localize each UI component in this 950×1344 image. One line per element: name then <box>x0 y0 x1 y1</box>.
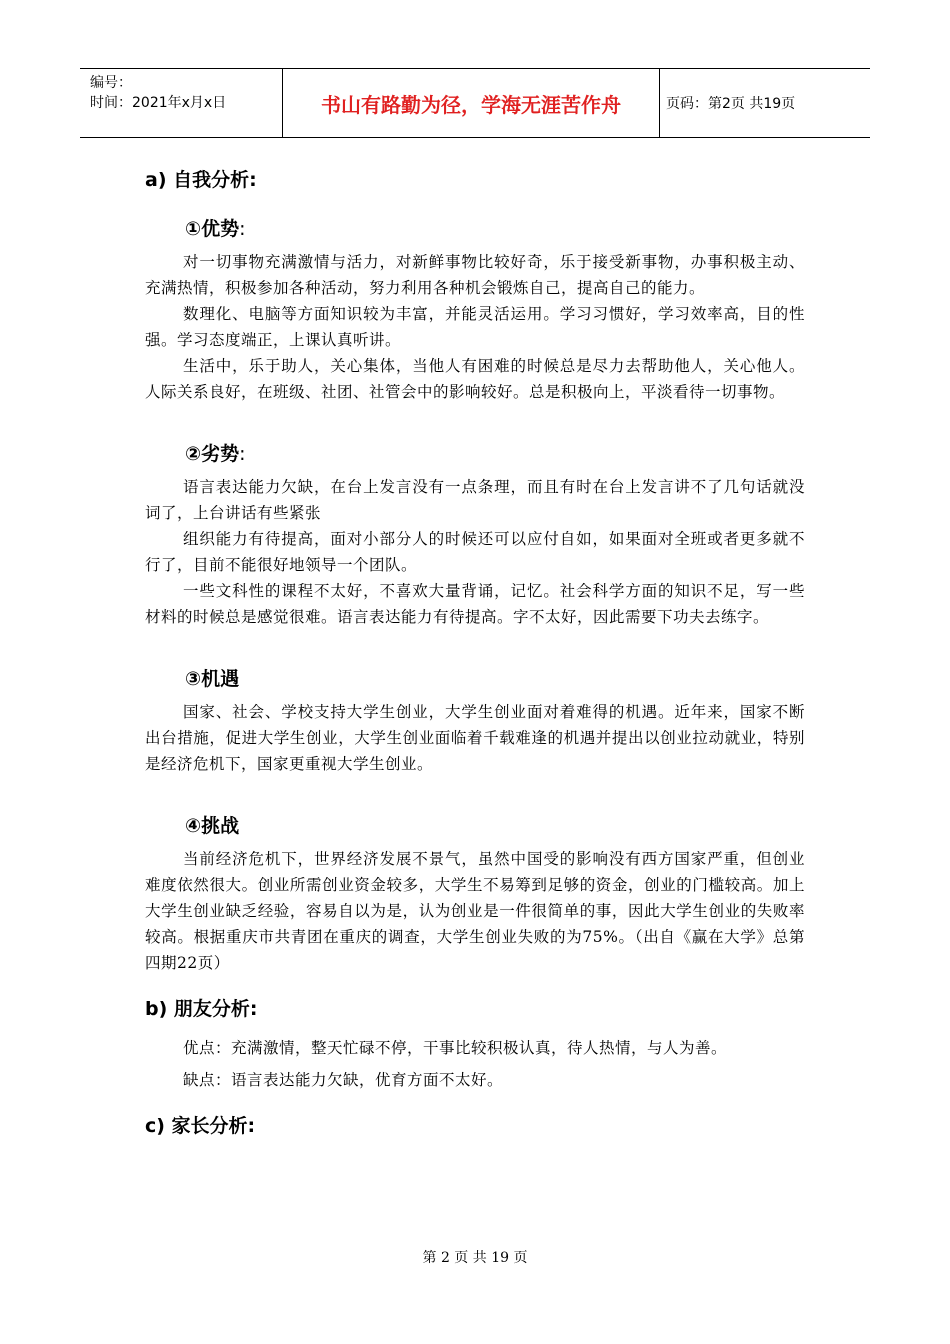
strengths-paragraph-2: 数理化、电脑等方面知识较为丰富，并能灵活运用。学习习惯好，学习效率高，目的性强。学习态度端正，上课认真听讲。 <box>145 305 805 349</box>
challenges-paragraph-1: 当前经济危机下，世界经济发展不景气，虽然中国受的影响没有西方国家严重，但创业难度依然很大。创业所需创业资金较多，大学生不易筹到足够的资金，创业的门槛较高。加上大学生创业缺乏经验，容易自以为是，认为创业是一件很简单的事，因此大学生创业的失败率较高。根据重庆市共青团在重庆的调查，大学生创业失败的为75%。（出自《赢在大学》总第四期22页） <box>145 850 805 972</box>
weaknesses-title <box>185 439 805 466</box>
page-header <box>80 68 870 138</box>
header-page-info: 页码：第2页 共19页 <box>666 96 796 112</box>
opportunities-paragraph-1: 国家、社会、学校支持大学生创业，大学生创业面对着难得的机遇。近年来，国家不断出台措施，促进大学生创业，大学生创业面临着千载难逢的机遇并提出以创业拉动就业，特别是经济危机下，国家更重视大学生创业。 <box>145 703 805 773</box>
weaknesses-paragraph-1: 语言表达能力欠缺，在台上发言没有一点条理，而且有时在台上发言讲不了几句话就没词了，上台讲话有些紧张 <box>145 478 805 522</box>
page-footer: 第 2 页 共 19 页 <box>422 1250 528 1266</box>
strengths-colon: : <box>239 218 246 240</box>
code-label: 编号： <box>90 75 132 91</box>
header-motto: 书山有路勤为径，学海无涯苦作舟 <box>283 69 660 137</box>
weaknesses-title-text: ②劣势 <box>185 443 240 465</box>
friends-paragraph-2: 缺点：语言表达能力欠缺，优育方面不太好。 <box>183 1071 504 1089</box>
document-body <box>145 165 805 1160</box>
weaknesses-colon: : <box>239 443 246 465</box>
weaknesses-paragraph-3: 一些文科性的课程不太好，不喜欢大量背诵，记忆。社会科学方面的知识不足，写一些材料的时候总是感觉很难。语言表达能力有待提高。字不太好，因此需要下功夫去练字。 <box>145 582 805 626</box>
section-a-title: a) 自我分析: <box>145 169 257 191</box>
challenges-title: ④挑战 <box>185 815 240 837</box>
strengths-paragraph-1: 对一切事物充满激情与活力，对新鲜事物比较好奇，乐于接受新事物，办事积极主动、充满热情，积极参加各种活动，努力利用各种机会锻炼自己，提高自己的能力。 <box>145 253 805 297</box>
weaknesses-paragraph-2: 组织能力有待提高，面对小部分人的时候还可以应付自如，如果面对全班或者更多就不行了，目前不能很好地领导一个团队。 <box>145 530 805 574</box>
strengths-title <box>185 214 805 241</box>
friends-paragraph-1: 优点：充满激情，整天忙碌不停，干事比较积极认真，待人热情，与人为善。 <box>183 1039 728 1057</box>
section-b-title: b) 朋友分析: <box>145 998 258 1020</box>
strengths-paragraph-3: 生活中，乐于助人，关心集体，当他人有困难的时候总是尽力去帮助他人，关心他人。人际关系良好，在班级、社团、社管会中的影响较好。总是积极向上，平淡看待一切事物。 <box>145 357 805 401</box>
header-meta <box>80 69 283 137</box>
strengths-title-text: ①优势 <box>185 218 240 240</box>
opportunities-title: ③机遇 <box>185 668 240 690</box>
time-label: 时间：2021年x月x日 <box>90 95 227 111</box>
section-c-title: c) 家长分析: <box>145 1115 256 1137</box>
